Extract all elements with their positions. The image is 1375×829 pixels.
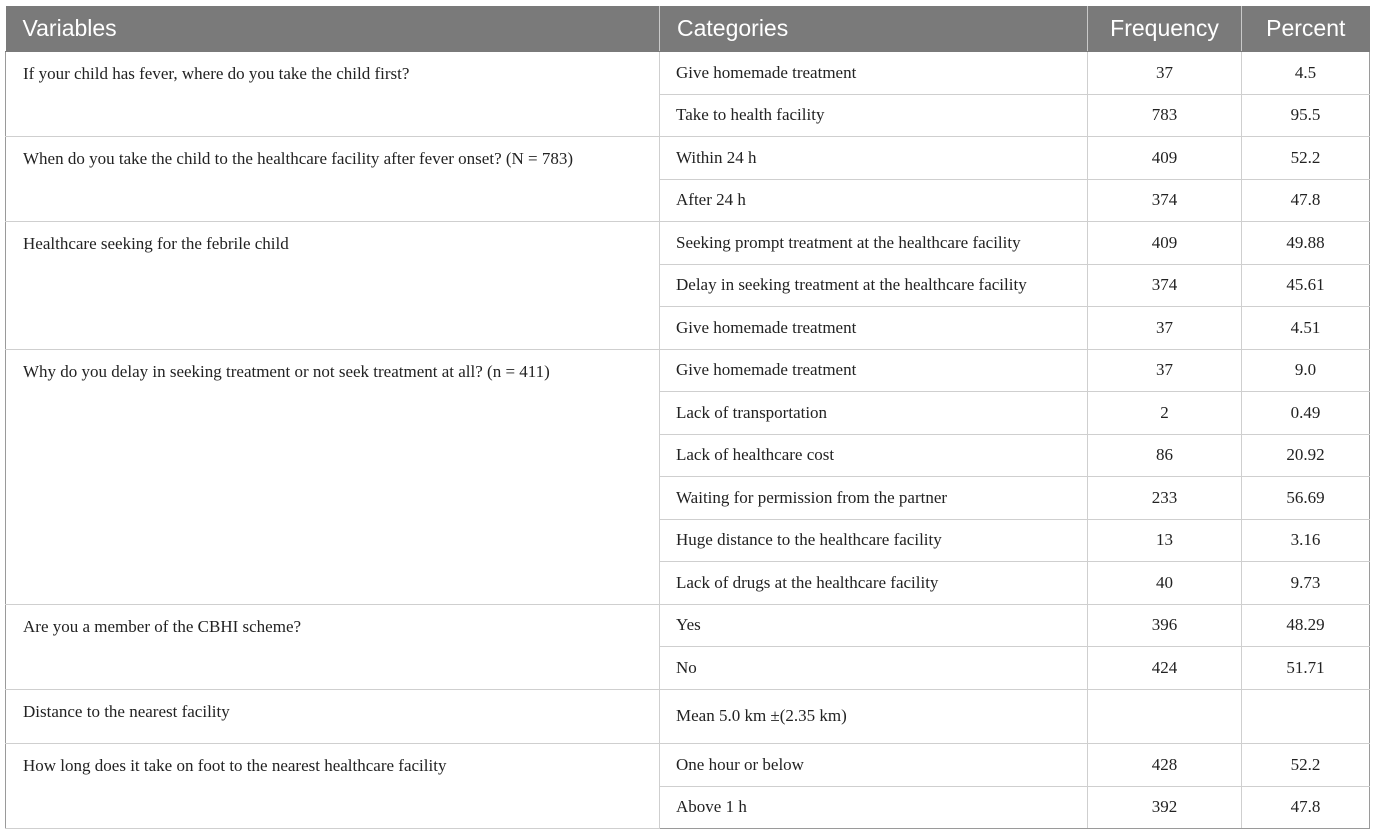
header-categories: Categories	[660, 6, 1088, 52]
table-row	[6, 604, 1370, 647]
category-cell: Yes	[660, 604, 1088, 647]
frequency-cell	[1088, 689, 1242, 744]
percent-cell: 47.8	[1242, 786, 1370, 829]
variable-cell: Healthcare seeking for the febrile child	[6, 222, 660, 350]
category-cell: Waiting for permission from the partner	[660, 477, 1088, 520]
percent-cell	[1242, 689, 1370, 744]
percent-cell: 48.29	[1242, 604, 1370, 647]
category-cell: Mean 5.0 km ±(2.35 km)	[660, 689, 1088, 744]
table-row	[6, 222, 1370, 265]
variable-cell: If your child has fever, where do you take the child first?	[6, 52, 660, 137]
frequency-cell: 783	[1088, 94, 1242, 137]
frequency-cell: 13	[1088, 519, 1242, 562]
frequency-cell: 37	[1088, 52, 1242, 95]
category-cell: Give homemade treatment	[660, 307, 1088, 350]
frequency-cell: 409	[1088, 222, 1242, 265]
category-cell: Above 1 h	[660, 786, 1088, 829]
table-row	[6, 744, 1370, 787]
variable-cell: When do you take the child to the healthcare facility after fever onset? (N = 783)	[6, 137, 660, 222]
percent-cell: 20.92	[1242, 434, 1370, 477]
header-variables: Variables	[6, 6, 660, 52]
category-cell: Take to health facility	[660, 94, 1088, 137]
frequency-cell: 392	[1088, 786, 1242, 829]
frequency-cell: 424	[1088, 647, 1242, 690]
percent-cell: 0.49	[1242, 392, 1370, 435]
category-cell: Seeking prompt treatment at the healthcare facility	[660, 222, 1088, 265]
frequency-cell: 428	[1088, 744, 1242, 787]
frequency-cell: 409	[1088, 137, 1242, 180]
percent-cell: 49.88	[1242, 222, 1370, 265]
percent-cell: 3.16	[1242, 519, 1370, 562]
percent-cell: 52.2	[1242, 137, 1370, 180]
table-row	[6, 689, 1370, 744]
percent-cell: 95.5	[1242, 94, 1370, 137]
header-percent: Percent	[1242, 6, 1370, 52]
frequency-cell: 233	[1088, 477, 1242, 520]
category-cell: Give homemade treatment	[660, 52, 1088, 95]
category-cell: One hour or below	[660, 744, 1088, 787]
frequency-cell: 86	[1088, 434, 1242, 477]
category-cell: Lack of healthcare cost	[660, 434, 1088, 477]
percent-cell: 4.51	[1242, 307, 1370, 350]
table-body	[6, 52, 1370, 829]
percent-cell: 45.61	[1242, 264, 1370, 307]
percent-cell: 9.0	[1242, 349, 1370, 392]
variable-cell: How long does it take on foot to the nearest healthcare facility	[6, 744, 660, 829]
variable-cell: Are you a member of the CBHI scheme?	[6, 604, 660, 689]
percent-cell: 47.8	[1242, 179, 1370, 222]
percent-cell: 9.73	[1242, 562, 1370, 605]
category-cell: Within 24 h	[660, 137, 1088, 180]
frequency-cell: 2	[1088, 392, 1242, 435]
category-cell: No	[660, 647, 1088, 690]
category-cell: Delay in seeking treatment at the healthcare facility	[660, 264, 1088, 307]
frequency-cell: 396	[1088, 604, 1242, 647]
category-cell: Lack of drugs at the healthcare facility	[660, 562, 1088, 605]
frequency-cell: 40	[1088, 562, 1242, 605]
percent-cell: 4.5	[1242, 52, 1370, 95]
variable-cell: Distance to the nearest facility	[6, 689, 660, 744]
header-row	[6, 6, 1370, 52]
category-cell: After 24 h	[660, 179, 1088, 222]
category-cell: Give homemade treatment	[660, 349, 1088, 392]
percent-cell: 51.71	[1242, 647, 1370, 690]
percent-cell: 52.2	[1242, 744, 1370, 787]
variable-cell: Why do you delay in seeking treatment or not seek treatment at all? (n = 411)	[6, 349, 660, 604]
table-row	[6, 349, 1370, 392]
category-cell: Lack of transportation	[660, 392, 1088, 435]
data-table	[5, 6, 1370, 829]
frequency-cell: 37	[1088, 307, 1242, 350]
header-frequency: Frequency	[1088, 6, 1242, 52]
frequency-cell: 374	[1088, 264, 1242, 307]
category-cell: Huge distance to the healthcare facility	[660, 519, 1088, 562]
frequency-cell: 37	[1088, 349, 1242, 392]
frequency-cell: 374	[1088, 179, 1242, 222]
percent-cell: 56.69	[1242, 477, 1370, 520]
table-row	[6, 137, 1370, 180]
table-row	[6, 52, 1370, 95]
